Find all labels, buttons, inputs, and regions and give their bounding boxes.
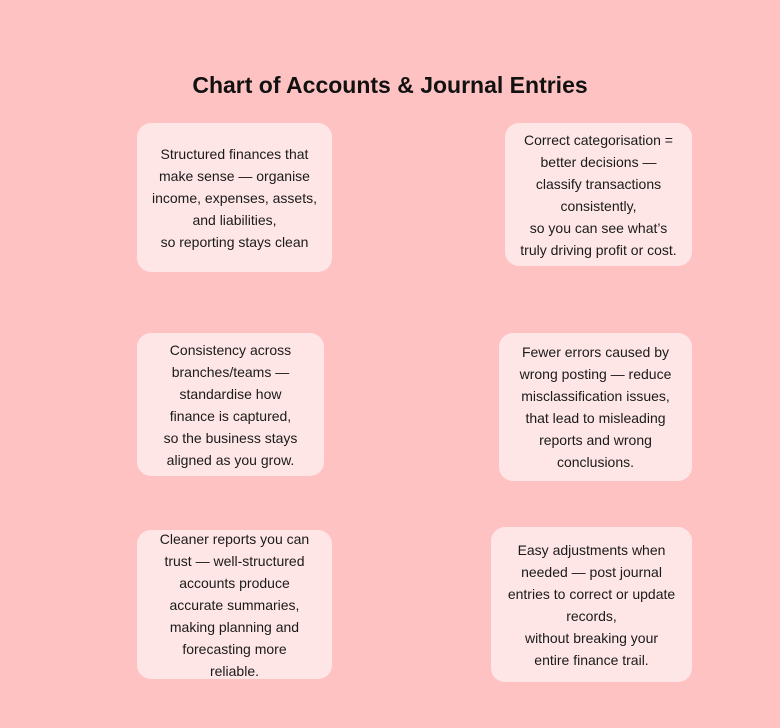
benefit-card-cleaner-reports: Cleaner reports you can trust — well-structured accounts produce accurate summaries, making planning and forecasting more reliable. [137,530,332,679]
benefit-card-easy-adjustments: Easy adjustments when needed — post journal entries to correct or update records, without breaking your entire finance trail. [491,527,692,682]
benefit-card-structured-finances: Structured finances that make sense — organise income, expenses, assets, and liabilities, so reporting stays clean [137,123,332,272]
benefit-card-fewer-errors: Fewer errors caused by wrong posting — reduce misclassification issues, that lead to misleading reports and wrong conclusions. [499,333,692,481]
page-title: Chart of Accounts & Journal Entries [192,72,588,98]
benefit-card-correct-categorisation: Correct categorisation = better decisions — classify transactions consistently, so you can see what’s truly driving profit or cost. [505,123,692,266]
benefit-card-consistency: Consistency across branches/teams — standardise how finance is captured, so the business stays aligned as you grow. [137,333,324,476]
